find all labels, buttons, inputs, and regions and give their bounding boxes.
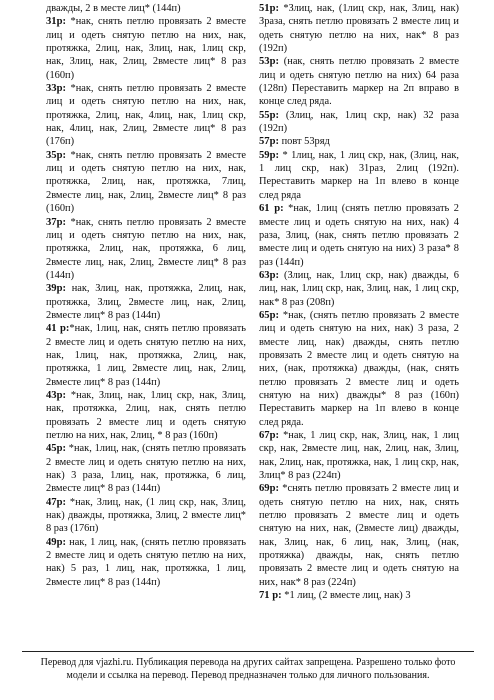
row-text: *нак, снять петлю провязать 2 вместе лиц и одеть снятую петлю на них, нак, протяжка, 2лиц, нак, протяжка, 7лиц, 2вместе лиц, нак, 2лиц, 2вместе лиц* 8 раз (160п)	[46, 149, 246, 215]
row-text: *нак, (снять петлю провязать 2 вместе лиц и одеть снятую на них, нак) 3 раза, 2 вместе лиц, нак) дважды, снять петлю провязать 2 вместе лиц и одеть снятую на них, (нак, протяжка) дважды, (нак, снять петлю провязать 2 вместе лиц и одеть снятую на них) дважды* 8 раз (160п) Переставить маркер на 1п влево в конце след ряда.	[259, 309, 459, 428]
instruction-row	[259, 55, 459, 108]
instruction-row	[259, 589, 459, 602]
right-column	[259, 2, 459, 602]
row-label: 37р:	[46, 216, 67, 228]
row-text: *снять петлю провязать 2 вместе лиц и одеть снятую петлю на них, нак, снять петлю провязать 2 вместе лиц и одеть снятую на них, нак, (2вместе лиц) дважды, нак, Злиц, нак, 6 лиц, нак, Злиц, (нак, протяжка) дважды, нак, снять петлю провязать 2 вместе лиц и одеть снятую на них, нак* 8 раз (224п)	[259, 483, 459, 588]
instruction-row	[259, 429, 459, 482]
instruction-row	[259, 309, 459, 429]
row-text: (Злиц, нак, 1лиц скр, нак) дважды, 6 лиц, нак, 1лиц скр, нак, Злиц, нак, 1 лиц скр, нак* 8 раз (208п)	[259, 269, 459, 308]
row-label: 43р:	[46, 389, 67, 401]
instruction-row	[259, 109, 459, 136]
footer-divider	[22, 651, 474, 652]
row-text: *нак, снять петлю провязать 2 вместе лиц и одеть снятую петлю на них, нак, протяжка, 2лиц, нак, протяжка, 6 лиц, 2вместе лиц, нак, 2лиц, 2вместе лиц* 8 раз (144п)	[46, 216, 246, 281]
footer-note: Перевод для vjazhi.ru. Публикация перевода на других сайтах запрещена. Разрешено только фото модели и ссылка на перевод. Перевод предназначен только для личного пользования.	[40, 657, 456, 681]
row-text: нак, 1 лиц, нак, (снять петлю провязать 2 вместе лиц и одеть снятую петлю на них, нак) 5 раз, 1 лиц, нак, протяжка, 1 лиц, 2вместе лиц* 8 раз (144п)	[46, 536, 246, 588]
row-label: 49р:	[46, 536, 67, 548]
row-text: * 1лиц, нак, 1 лиц скр, нак, (Злиц, нак, 1 лиц скр, нак) 31раз, 2лиц (192п). Переставить маркер на 1п влево в конце след ряда	[259, 149, 459, 201]
row-label: 57р:	[259, 136, 280, 148]
row-text: *Злиц, нак, (1лиц скр, нак, Злиц, нак) Зраза, снять петлю провязать 2 вместе лиц и одеть снятую петлю на них, нак* 8 раз (192п)	[259, 3, 459, 55]
row-text: (нак, снять петлю провязать 2 вместе лиц и одеть снятую петлю на них) 64 раза (128п) Переставить маркер на 2п вправо в конце след ряда.	[259, 56, 459, 108]
row-label: 45р:	[46, 443, 67, 455]
instruction-row	[46, 389, 246, 442]
instruction-row	[259, 149, 459, 202]
instruction-row	[46, 82, 246, 149]
row-label: 67р:	[259, 430, 280, 441]
instruction-row	[46, 536, 246, 589]
row-text: *нак, 1лиц, нак, (снять петлю провязать 2 вместе лиц и одеть снятую петлю на них, нак) 3 раза, 1лиц, нак, протяжка, 6 лиц, 2вместе лиц* 8 раз (144п)	[46, 443, 246, 495]
instruction-row	[259, 2, 459, 55]
row-label: 65р:	[259, 309, 280, 321]
row-text: *нак, 1лиц, нак, снять петлю провязать 2 вместе лиц и одеть снятую петлю на них, нак, 1лиц, нак, протяжка, 2лиц, нак, протяжка, 1 лиц, 2вместе лиц, нак, 2лиц, 2вместе лиц* 8 раз (144п)	[46, 323, 246, 388]
row-text: *нак, 1 лиц скр, нак, Злиц, нак, 1 лиц скр, нак, 2вместе лиц, нак, 2лиц, нак, Злиц, нак, 2лиц, нак, протяжка, нак, 1 лиц скр, нак, Злиц* 8 раз (224п)	[259, 430, 459, 482]
row-text: *нак, снять петлю провязать 2 вместе лиц и одеть снятую петлю на них, нак, протяжка, 2лиц, нак, 4лиц, нак, 1лиц скр, нак, 4лиц, нак, 2лиц, 2вместе лиц* 8 раз (176п)	[46, 83, 246, 148]
instruction-row	[46, 149, 246, 216]
instruction-row	[259, 269, 459, 309]
instruction-row	[46, 2, 246, 15]
row-label: 55р:	[259, 109, 280, 121]
instruction-row	[46, 216, 246, 283]
row-text: *нак, снять петлю провязать 2 вместе лиц и одеть снятую петлю на них, нак, протяжка, 2лиц, нак, Злиц, нак, 1лиц скр, нак, Злиц, нак, 2лиц, 2вместе лиц* 8 раз (160п)	[46, 16, 246, 81]
row-text: повт 53ряд	[279, 136, 330, 148]
instruction-row	[259, 482, 459, 589]
row-text: дважды, 2 в месте лиц* (144п)	[46, 3, 181, 14]
row-text: (Злиц, нак, 1лиц скр, нак) 32 раза (192п)	[259, 109, 459, 135]
instruction-row	[259, 135, 459, 148]
row-label: 47р:	[46, 496, 67, 508]
row-label: 59р:	[259, 149, 280, 161]
row-label: 41 р:	[46, 323, 70, 335]
row-label: 39р:	[46, 283, 67, 295]
left-column	[46, 2, 246, 589]
row-text: нак, Злиц, нак, протяжка, 2лиц, нак, протяжка, Злиц, 2вместе лиц, нак, 2лиц, 2вместе лиц* 8 раз (144п)	[46, 283, 246, 321]
row-label: 51р:	[259, 3, 280, 14]
instruction-row	[46, 282, 246, 322]
instruction-row	[46, 322, 246, 389]
row-label: 35р:	[46, 149, 67, 161]
row-text: *1 лиц, (2 вместе лиц, нак) 3	[281, 590, 411, 602]
instruction-row	[259, 202, 459, 269]
row-label: 33р:	[46, 83, 67, 95]
instruction-row	[46, 15, 246, 82]
row-label: 31р:	[46, 16, 67, 28]
row-text: *нак, 1лиц (снять петлю провязать 2 вместе лиц и одеть снятую на них, нак) 4 раза, Злиц, (нак, снять петлю провязать 2 вместе лиц и одеть снятую на них) 3 раза* 8 раз (144п)	[259, 203, 459, 268]
row-text: *нак, Злиц, нак, (1 лиц скр, нак, Злиц, нак) дважды, протяжка, Злиц, 2 вместе лиц* 8 раз (176п)	[46, 496, 246, 535]
row-text: *нак, Злиц, нак, 1лиц скр, нак, Злиц, нак, протяжка, 2лиц, нак, снять петлю провязать 2 вместе лиц и одеть снятую петлю на них, нак, 2лиц, * 8 раз (160п)	[46, 389, 246, 441]
instruction-row	[46, 496, 246, 536]
row-label: 71 р:	[259, 590, 282, 602]
instruction-row	[46, 442, 246, 495]
row-label: 69р:	[259, 483, 280, 495]
row-label: 53р:	[259, 56, 280, 68]
row-label: 63р:	[259, 269, 280, 281]
row-label: 61 р:	[259, 203, 284, 215]
